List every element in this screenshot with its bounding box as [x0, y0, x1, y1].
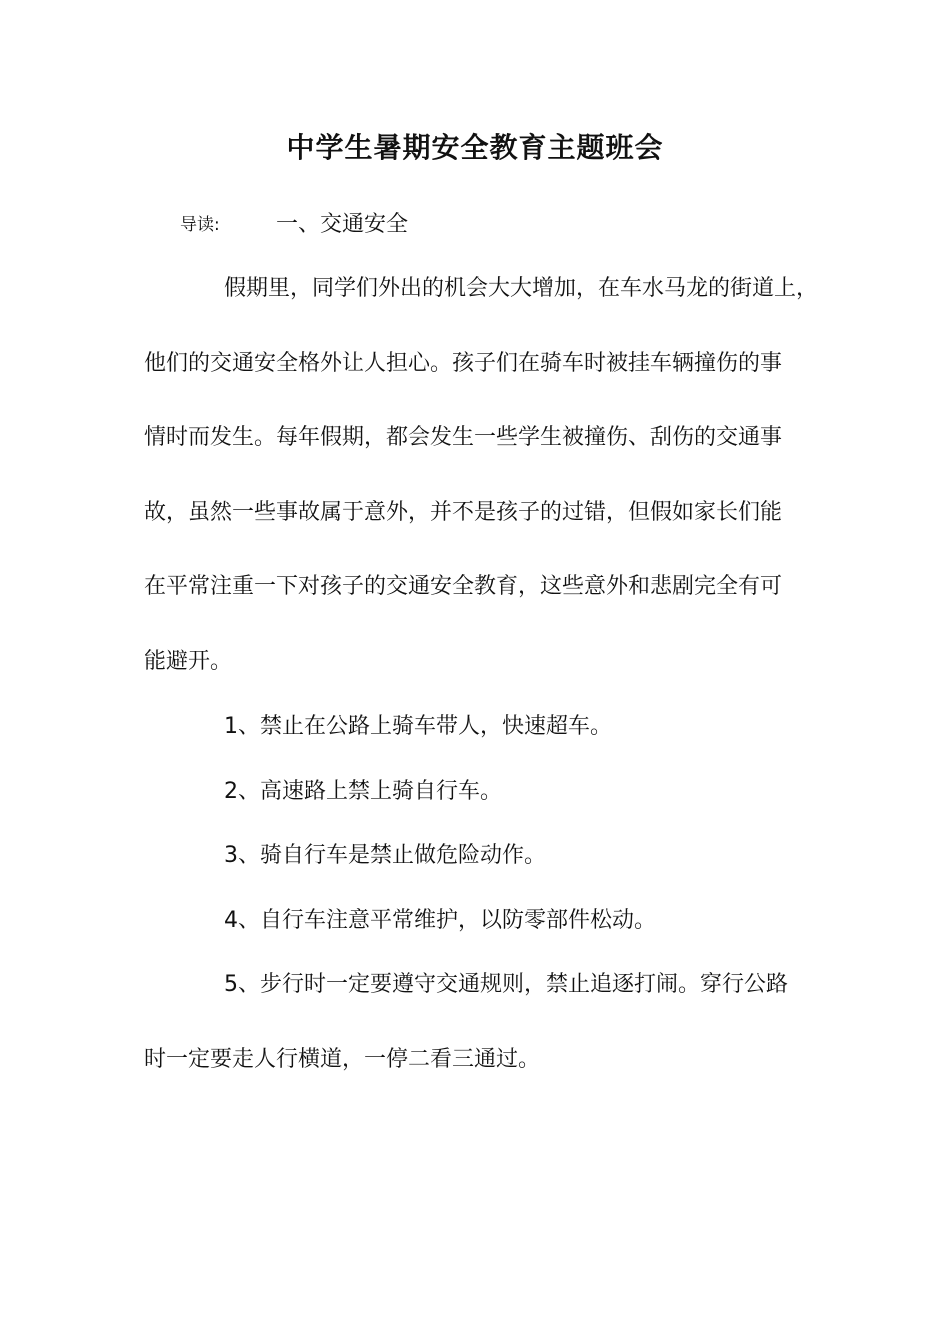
rule-item: 5、步行时一定要遵守交通规则，禁止追逐打闹。穿行公路 [224, 972, 788, 997]
rule-item: 1、禁止在公路上骑车带人，快速超车。 [224, 714, 612, 739]
rule-item-continuation: 时一定要走人行横道，一停二看三通过。 [144, 1047, 541, 1072]
section-heading-traffic-safety: 一、交通安全 [276, 212, 409, 237]
rule-item: 3、骑自行车是禁止做危险动作。 [224, 843, 546, 868]
paragraph-line: 他们的交通安全格外让人担心。孩子们在骑车时被挂车辆撞伤的事 [144, 351, 783, 376]
paragraph-line: 故，虽然一些事故属于意外，并不是孩子的过错，但假如家长们能 [144, 500, 783, 525]
guide-label: 导读: [180, 215, 220, 235]
rule-item: 2、高速路上禁上骑自行车。 [224, 779, 502, 804]
paragraph-line: 能避开。 [144, 649, 233, 674]
rule-item: 4、自行车注意平常维护，以防零部件松动。 [224, 908, 656, 933]
guide-row [180, 208, 408, 242]
paragraph-line: 假期里，同学们外出的机会大大增加，在车水马龙的街道上， [224, 276, 819, 301]
paragraph-line: 在平常注重一下对孩子的交通安全教育，这些意外和悲剧完全有可 [144, 574, 783, 599]
paragraph-line: 情时而发生。每年假期，都会发生一些学生被撞伤、刮伤的交通事 [144, 425, 783, 450]
document-title: 中学生暑期安全教育主题班会 [286, 131, 664, 164]
